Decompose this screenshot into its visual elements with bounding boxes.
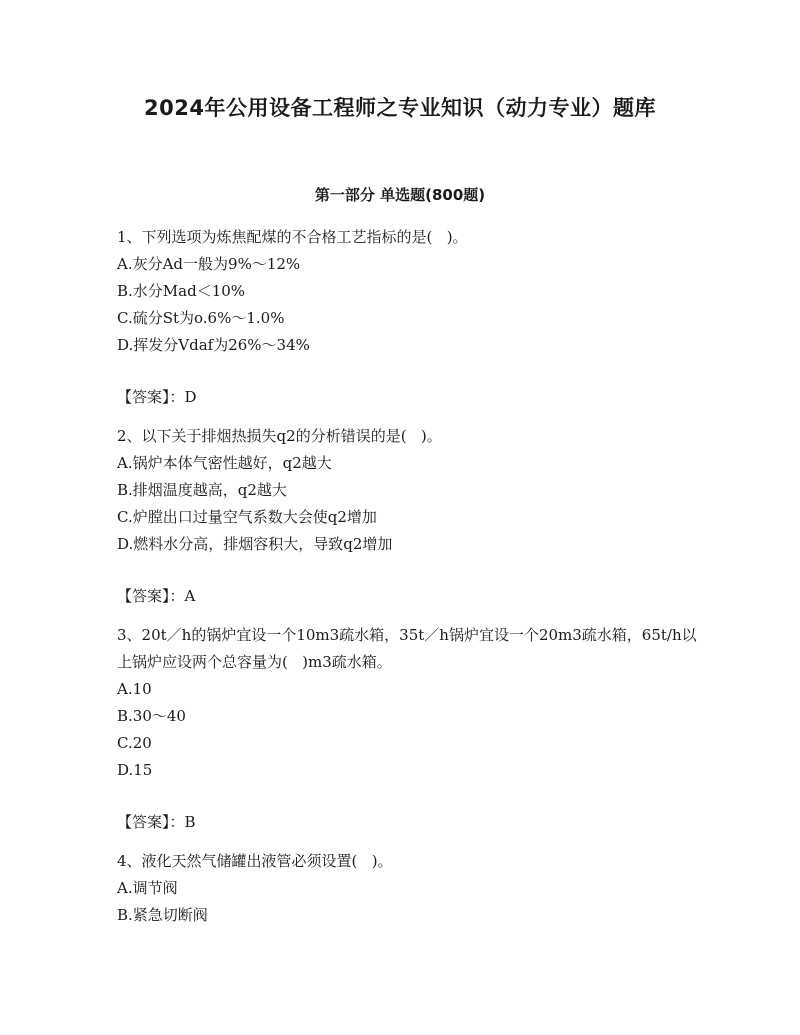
question-item (117, 423, 697, 610)
question-option: B.排烟温度越高，q2越大 (117, 481, 287, 499)
question-option: A.锅炉本体气密性越好，q2越大 (117, 454, 332, 472)
question-item (117, 224, 697, 411)
question-item (117, 848, 697, 929)
question-item (117, 622, 697, 836)
question-stem: 4、液化天然气储罐出液管必须设置( )。 (117, 852, 393, 870)
document-title: 2024年公用设备工程师之专业知识（动力专业）题库 (144, 96, 656, 120)
answer-line: 【答案】：A (117, 587, 196, 605)
question-stem: 2、以下关于排烟热损失q2的分析错误的是( )。 (117, 427, 442, 445)
answer-line: 【答案】：B (117, 813, 196, 831)
question-list (117, 224, 697, 929)
question-option: D.15 (117, 761, 153, 779)
question-option: B.紧急切断阀 (117, 906, 208, 924)
question-option: D.挥发分Vdaf为26%～34% (117, 336, 310, 354)
question-option: B.水分Mad＜10% (117, 282, 246, 300)
question-stem: 3、20t／h的锅炉宜设一个10m3疏水箱，35t／h锅炉宜设一个20m3疏水箱，65t/h以上锅炉应设两个总容量为( )m3疏水箱。 (117, 626, 697, 671)
question-option: A.10 (117, 680, 152, 698)
question-option: C.20 (117, 734, 152, 752)
section-title: 第一部分 单选题(800题) (314, 186, 486, 204)
question-option: A.灰分Ad一般为9%～12% (117, 255, 301, 273)
question-option: D.燃料水分高，排烟容积大，导致q2增加 (117, 535, 393, 553)
question-option: B.30～40 (117, 707, 186, 725)
question-option: C.炉膛出口过量空气系数大会使q2增加 (117, 508, 377, 526)
question-stem: 1、下列选项为炼焦配煤的不合格工艺指标的是( )。 (117, 228, 468, 246)
question-option: C.硫分St为o.6%～1.0% (117, 309, 285, 327)
answer-line: 【答案】：D (117, 388, 197, 406)
question-option: A.调节阀 (117, 879, 178, 897)
